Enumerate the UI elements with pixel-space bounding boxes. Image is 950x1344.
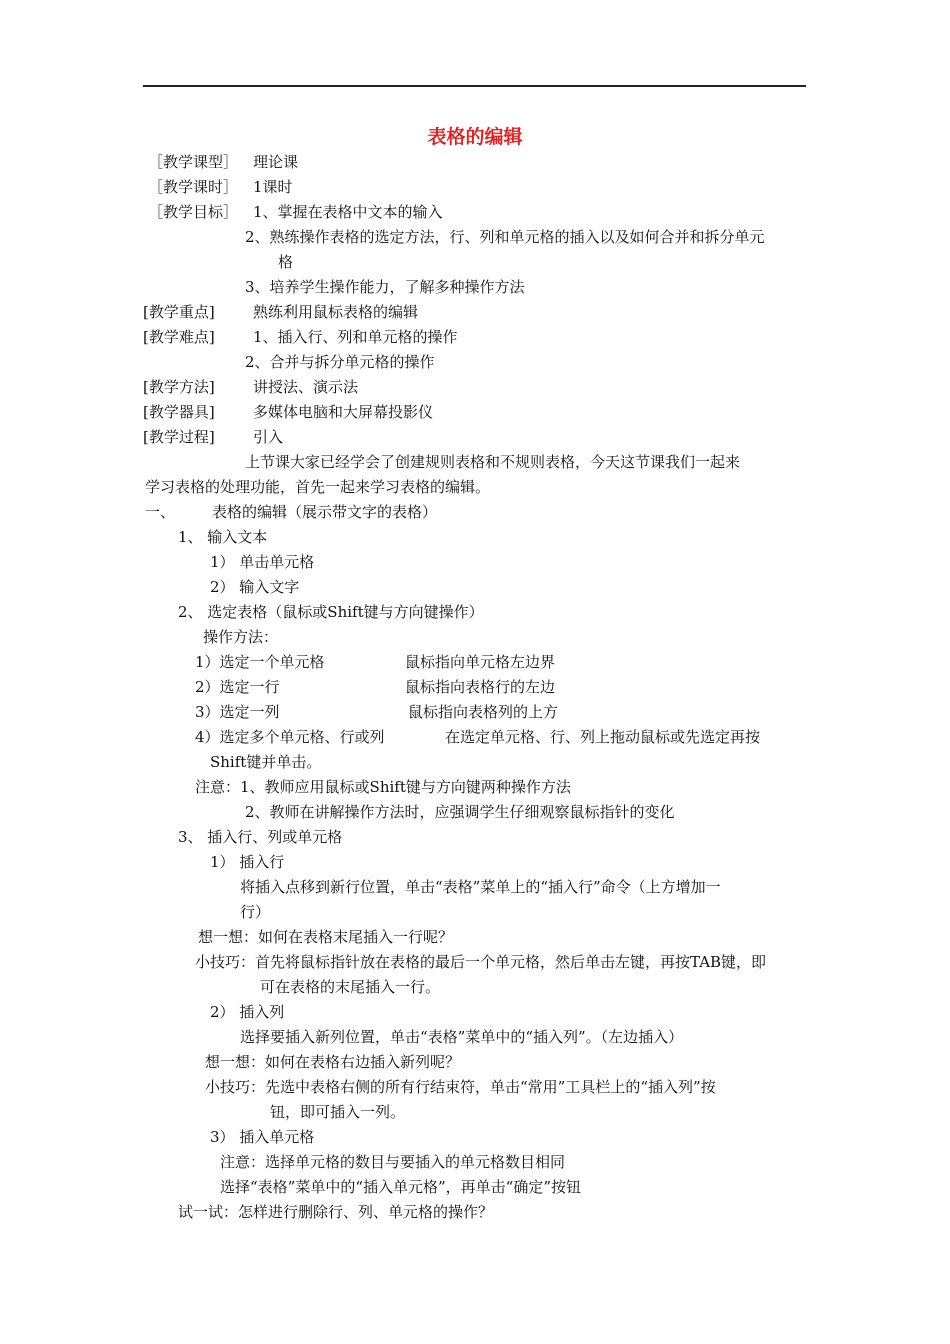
process-label: [教学过程] [143,428,215,446]
intro-line-2: 学习表格的处理功能，首先一起来学习表格的编辑。 [145,478,491,496]
item-2: 2、 选定表格（鼠标或Shift键与方向键操作） [178,603,484,621]
op-2-desc: 鼠标指向表格行的左边 [405,678,556,696]
item-1-step-1: 1） 单击单元格 [210,553,315,571]
note-2: 2、教师在讲解操作方法时，应强调学生仔细观察鼠标指针的变化 [245,803,675,821]
intro-line-1: 上节课大家已经学会了创建规则表格和不规则表格，今天这节课我们一起来 [245,453,741,471]
section-num: 一、 [145,503,176,521]
op-4-label: 4）选定多个单元格、行或列 [195,728,385,746]
cell-title: 3） 插入单元格 [210,1128,315,1146]
row-title: 1） 插入行 [210,853,285,871]
op-4-cont: Shift键并单击。 [210,753,322,771]
header-rule [143,85,806,87]
goal-2-cont: 格 [278,253,294,271]
method-label: [教学方法] [143,378,215,396]
think-1: 想一想：如何在表格末尾插入一行呢？ [198,928,454,946]
row-desc-1: 将插入点移到新行位置，单击“表格”菜单上的“插入行”命令（上方增加一 [240,878,721,896]
diff-label: [教学难点] [143,328,215,346]
goal-2: 2、熟练操作表格的选定方法，行、列和单元格的插入以及如何合并和拆分单元 [245,228,765,246]
process-value: 引入 [253,428,284,446]
op-1-desc: 鼠标指向单元格左边界 [405,653,556,671]
type-value: 理论课 [253,153,299,171]
page-title: 表格的编辑 [427,126,523,148]
item-1-step-2: 2） 输入文字 [210,578,300,596]
tools-label: [教学器具] [143,403,215,421]
diff-2: 2、合并与拆分单元格的操作 [245,353,435,371]
tip-1b: 可在表格的末尾插入一行。 [260,978,441,996]
try-it: 试一试：怎样进行删除行、列、单元格的操作？ [178,1203,494,1221]
op-2-label: 2）选定一行 [195,678,280,696]
key-label: [教学重点] [143,303,215,321]
cell-note: 注意：选择单元格的数目与要插入的单元格数目相同 [220,1153,566,1171]
tip-2a: 小技巧：先选中表格右侧的所有行结束符，单击“常用”工具栏上的“插入列”按 [205,1078,716,1096]
goal-label: ［教学目标］ [148,203,239,221]
key-value: 熟练利用鼠标表格的编辑 [253,303,419,321]
method-value: 讲授法、演示法 [253,378,359,396]
op-3-desc: 鼠标指向表格列的上方 [408,703,559,721]
op-1-label: 1）选定一个单元格 [195,653,325,671]
op-4-desc: 在选定单元格、行、列上拖动鼠标或先选定再按 [445,728,761,746]
row-desc-2: 行） [240,903,271,921]
goal-1: 1、掌握在表格中文本的输入 [253,203,443,221]
cell-desc: 选择“表格”菜单中的“插入单元格”，再单击“确定”按钮 [220,1178,582,1196]
col-title: 2） 插入列 [210,1003,285,1021]
col-desc: 选择要插入新列位置，单击“表格”菜单中的“插入列”。（左边插入） [240,1028,684,1046]
think-2: 想一想：如何在表格右边插入新列呢？ [205,1053,461,1071]
item-3: 3、 插入行、列或单元格 [178,828,343,846]
type-label: ［教学课型］ [148,153,239,171]
section-title: 表格的编辑（展示带文字的表格） [212,503,438,521]
hours-value: 1课时 [253,178,293,196]
diff-1: 1、插入行、列和单元格的操作 [253,328,458,346]
note-1: 注意：1、教师应用鼠标或Shift键与方向键两种操作方法 [195,778,571,796]
goal-3: 3、培养学生操作能力，了解多种操作方法 [245,278,525,296]
item-1: 1、 输入文本 [178,528,268,546]
tip-2b: 钮，即可插入一列。 [270,1103,406,1121]
tip-1a: 小技巧：首先将鼠标指针放在表格的最后一个单元格，然后单击左键，再按TAB键，即 [195,953,767,971]
hours-label: ［教学课时］ [148,178,239,196]
tools-value: 多媒体电脑和大屏幕投影仪 [253,403,434,421]
ops-label: 操作方法： [203,628,279,646]
op-3-label: 3）选定一列 [195,703,280,721]
